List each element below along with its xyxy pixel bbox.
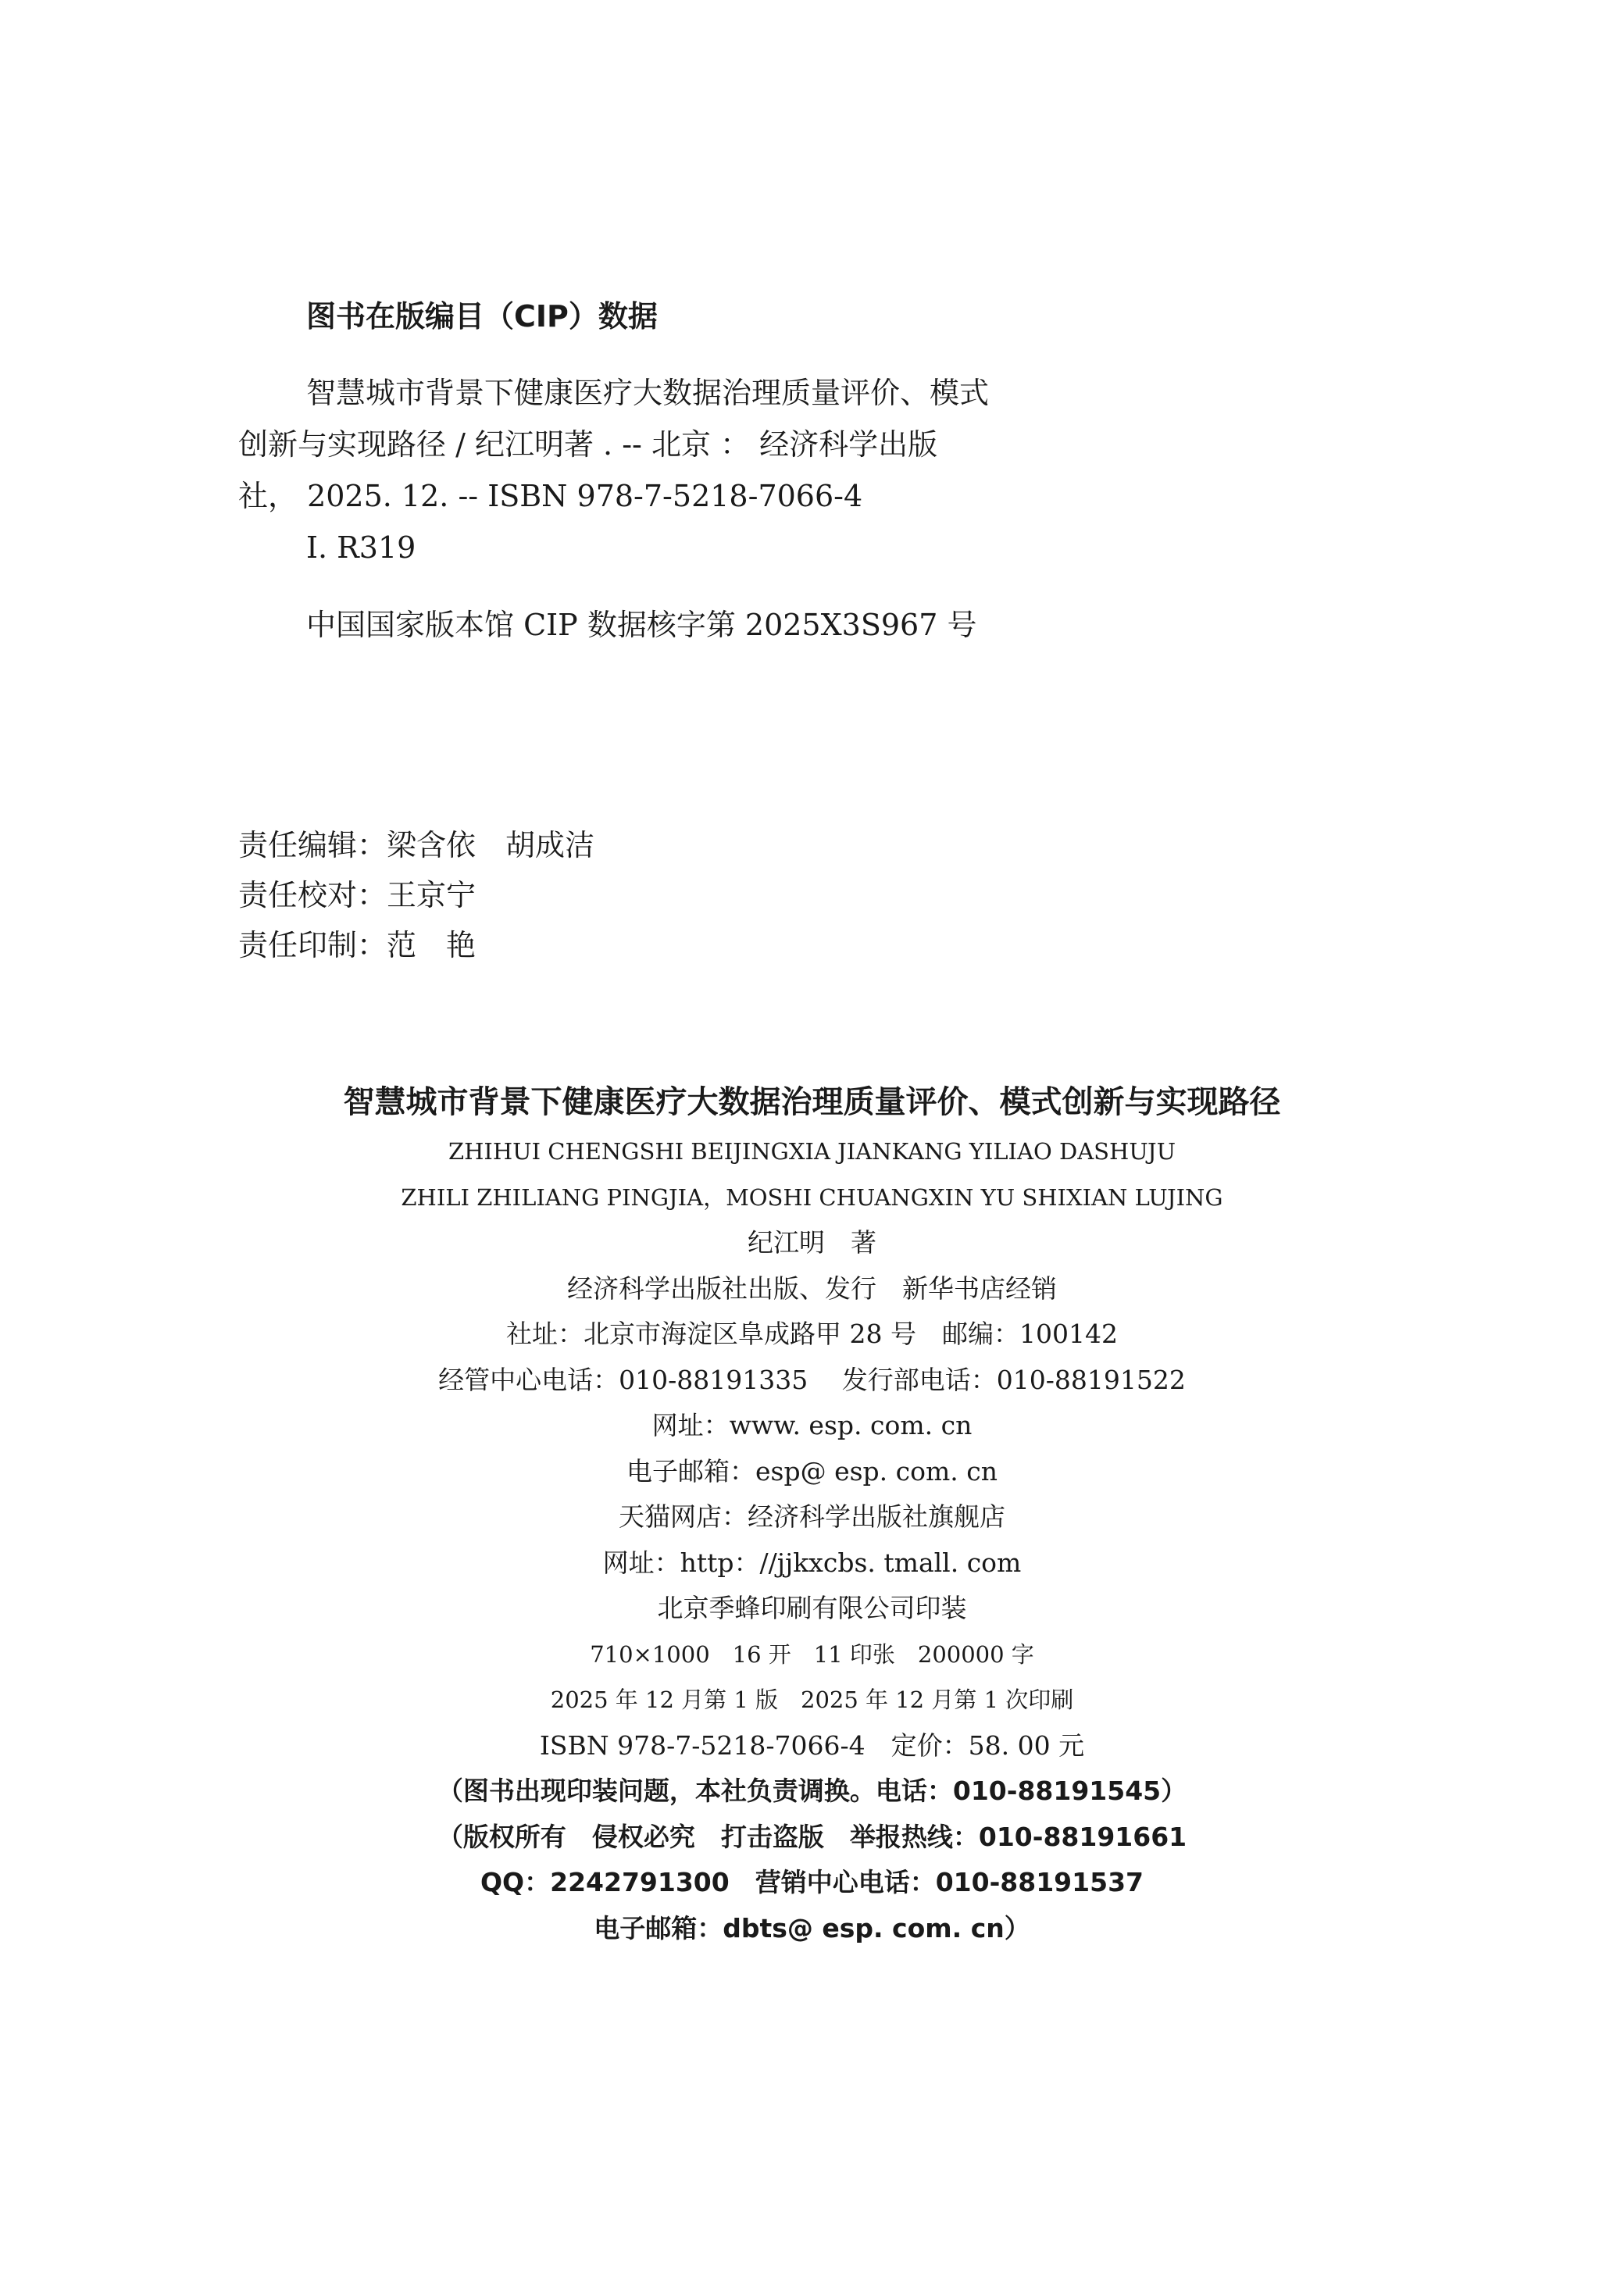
imprint-notice-4: 电子邮箱：dbts@ esp. com. cn） xyxy=(594,1912,1030,1943)
imprint-publisher: 经济科学出版社出版、发行 新华书店经销 xyxy=(567,1272,1057,1304)
responsible-staff xyxy=(238,820,594,970)
cip-line-3: 社， 2025. 12. -- ISBN 978-7-5218-7066-4 xyxy=(238,479,863,513)
staff-value: 王京宁 xyxy=(387,878,476,912)
staff-proofreader xyxy=(238,870,594,920)
imprint-tmall: 天猫网店：经济科学出版社旗舰店 xyxy=(619,1501,1005,1532)
staff-editor xyxy=(238,820,594,870)
imprint-phones: 经管中心电话：010-88191335 发行部电话：010-88191522 xyxy=(438,1364,1186,1395)
imprint-printer: 北京季蜂印刷有限公司印装 xyxy=(657,1593,967,1623)
imprint-website: 网址：www. esp. com. cn xyxy=(651,1410,973,1440)
cip-line-1: 智慧城市背景下健康医疗大数据治理质量评价、模式 xyxy=(306,376,990,410)
imprint-pinyin-1: ZHIHUI CHENGSHI BEIJINGXIA JIANKANG YILIAO DASHUJU xyxy=(448,1138,1176,1165)
imprint-address: 社址：北京市海淀区阜成路甲 28 号 邮编：100142 xyxy=(506,1319,1118,1349)
staff-printing xyxy=(238,920,594,970)
cip-heading: 图书在版编目（CIP）数据 xyxy=(306,299,658,334)
staff-value: 范 艳 xyxy=(387,928,476,962)
cip-record xyxy=(238,367,1082,573)
imprint-edition: 2025 年 12 月第 1 版 2025 年 12 月第 1 次印刷 xyxy=(550,1686,1074,1713)
imprint-tmall-url: 网址：http：//jjkxcbs. tmall. com xyxy=(602,1547,1022,1578)
imprint-notice-1: （图书出现印装问题，本社负责调换。电话：010-88191545） xyxy=(437,1776,1187,1806)
imprint-format: 710×1000 16 开 11 印张 200000 字 xyxy=(590,1640,1034,1668)
imprint-notice-2: （版权所有 侵权必究 打击盗版 举报热线：010-88191661 xyxy=(437,1821,1187,1852)
staff-label: 责任编辑： xyxy=(238,828,387,862)
staff-value: 梁含依 胡成洁 xyxy=(387,828,595,862)
cip-line-2: 创新与实现路径 / 纪江明著 . -- 北京 ： 经济科学出版 xyxy=(238,427,938,462)
imprint-notice-3: QQ：2242791300 营销中心电话：010-88191537 xyxy=(480,1867,1144,1897)
imprint-block xyxy=(0,1082,1624,1951)
staff-label: 责任校对： xyxy=(238,878,387,912)
imprint-title: 智慧城市背景下健康医疗大数据治理质量评价、模式创新与实现路径 xyxy=(343,1084,1281,1120)
imprint-author: 纪江明 著 xyxy=(748,1227,876,1258)
imprint-isbn-price: ISBN 978-7-5218-7066-4 定价：58. 00 元 xyxy=(539,1729,1085,1761)
imprint-email: 电子邮箱：esp@ esp. com. cn xyxy=(626,1455,998,1487)
imprint-pinyin-2: ZHILI ZHILIANG PINGJIA，MOSHI CHUANGXIN YU SHIXIAN LUJING xyxy=(401,1183,1223,1211)
staff-label: 责任印制： xyxy=(238,928,387,962)
cip-verification-number: 中国国家版本馆 CIP 数据核字第 2025X3S967 号 xyxy=(306,608,977,642)
cip-line-4: Ⅰ. R319 xyxy=(306,530,416,565)
